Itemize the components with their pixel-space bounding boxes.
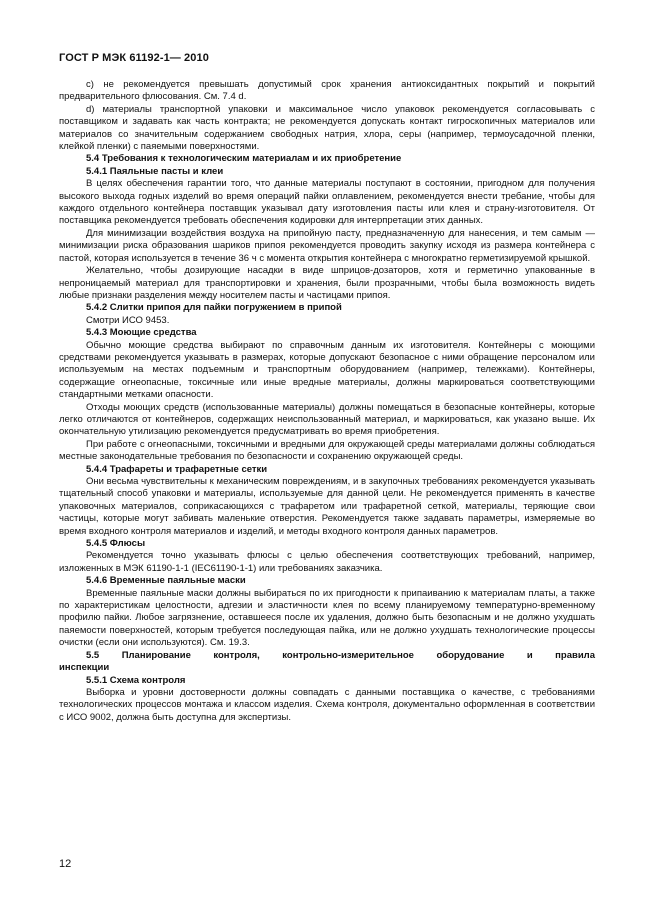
paragraph: В целях обеспечения гарантии того, что данные материалы поступают в состоянии, пригодном для получения высокого выхода годных изделий во время операций пайки оплавлением, рекомендуется внести требание, чтобы для каждого отдельного контейнера поставщик указывал дату изготовления пасты или клея и страну-изготовителя. От поставщика рекомендуется требовать обеспечения кодировки для интерпретации этих данных. <box>59 178 595 227</box>
section-heading-5-4-3: 5.4.3 Моющие средства <box>86 327 197 339</box>
paragraph: Рекомендуется точно указывать флюсы с целью обеспечения соответствующих требований, например, изложенных в МЭК 61190-1-1 (IEC61190-1-1) или требованиях заказчика. <box>59 550 595 574</box>
paragraph: Для минимизации воздействия воздуха на припойную пасту, предназначенную для нанесения, и тем самым — минимизации риска образования шариков припоя рекомендуется проводить закупку исходя из размера контейнера с пастой, которая используется в течение 36 ч с момента открытия контейнера с многократно герметизируемой крышкой. <box>59 227 595 264</box>
paragraph-c: c) не рекомендуется превышать допустимый срок хранения антиоксидантных покрытий и покрытий предварительного флюсования. См. 7.4 d. <box>59 79 595 103</box>
page-header: ГОСТ Р МЭК 61192-1— 2010 <box>59 52 209 64</box>
paragraph: Они весьма чувствительны к механическим повреждениям, и в закупочных требованиях рекомендуется указывать тщательный способ упаковки и материалы, используемые для данной цели. Не рекомендуется применять в качестве упаковочных материалов, соприкасающихся с трафаретом или трафаретной сеткой, материалы, теряющие свои частицы, которые могут забивать маленькие отверстия. Рекомендуется также задавать параметры, измеряемые во время входного контроля материалов и изделий, и методы входного контроля данных параметров. <box>59 476 595 537</box>
section-heading-5-4-1: 5.4.1 Паяльные пасты и клеи <box>86 165 224 177</box>
section-heading-5-4-2: 5.4.2 Слитки припоя для пайки погружением в припой <box>86 302 342 314</box>
section-heading-5-4: 5.4 Требования к технологическим материалам и их приобретение <box>86 153 402 165</box>
paragraph: Обычно моющие средства выбирают по справочным данным их изготовителя. Контейнеры с моющими средствами рекомендуется указывать в размерах, которые допускают безопасное с ними обращение персоналом или используемым на местах подъемным и транспортным оборудованием (например, тележками). Контейнеры, содержащие огнеопасные, токсичные или иные вредные материалы, должны маркироваться соответствующими стандартными метками опасности. <box>59 339 595 401</box>
section-heading-5-5-1: 5.5.1 Схема контроля <box>86 674 186 686</box>
section-heading-5-5: 5.5 Планирование контроля, контрольно-измерительное оборудование и правила <box>86 649 595 661</box>
paragraph: При работе с огнеопасными, токсичными и вредными для окружающей среды материалами должны соблюдаться местные законодательные требования по безопасности и сохранению окружающей среды. <box>59 438 595 463</box>
paragraph-d: d) материалы транспортной упаковки и максимальное число упаковок рекомендуется согласовывать с поставщиком и задавать как часть контракта; не рекомендуется допускать контакт гигроскопичных материалов или материалов со значительным содержанием свободных натрия, хлора, серы (например, термоусадочной пленки, клейкой пленки) с паяемыми поверхностями. <box>59 103 595 153</box>
paragraph: Желательно, чтобы дозирующие насадки в виде шприцов-дозаторов, хотя и герметично упакованные в непроницаемый материал для транспортировки и хранения, были прозрачными, чтобы была возможность видеть любые признаки разделения между носителем пасты и частицами припоя. <box>59 265 595 301</box>
paragraph: Смотри ИСО 9453. <box>86 314 170 326</box>
paragraph: Временные паяльные маски должны выбираться по их пригодности к припаиванию к материалам платы, а также по характеристикам целостности, адгезии и эластичности клея по всему планируемому температурно-временному профилю пайки. Любое загрязнение, оставшееся после их удаления, должно быть безопасным и не должно ухудшать паяемости поверхностей, которым требуется последующая пайка, или не должно ухудшать технологические процессы очистки (если они используются). См. 19.3. <box>59 587 595 649</box>
section-heading-5-4-5: 5.4.5 Флюсы <box>86 538 146 550</box>
paragraph: Выборка и уровни достоверности должны совпадать с данными поставщика о качестве, с требованиями технологических процессов монтажа и классом изделия. Схема контроля, документально оформленная в соответствии с ИСО 9002, должна быть доступна для экспертизы. <box>59 686 595 723</box>
section-heading-5-5-cont: инспекции <box>59 662 110 674</box>
page-body <box>59 79 595 724</box>
section-heading-5-4-6: 5.4.6 Временные паяльные маски <box>86 575 246 587</box>
section-heading-5-4-4: 5.4.4 Трафареты и трафаретные сетки <box>86 463 268 475</box>
page-number: 12 <box>59 858 72 870</box>
paragraph: Отходы моющих средств (использованные материалы) должны помещаться в безопасные контейнеры, которые легко отличаются от контейнеров, содержащих неиспользованный материал, и маркироваться, как указано выше. Их окончательную утилизацию рекомендуется предусматривать во время приобретения. <box>59 401 595 438</box>
